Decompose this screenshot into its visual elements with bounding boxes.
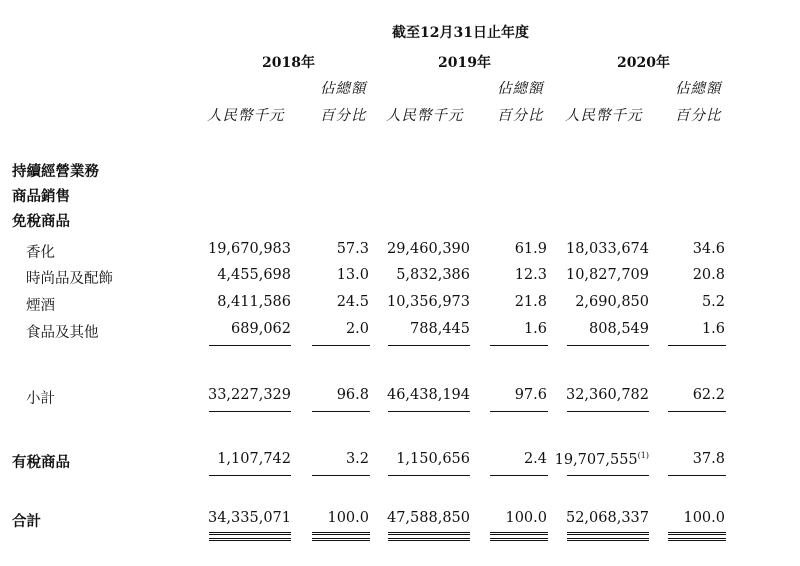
- cell-2019-amount: 29,460,390: [386, 241, 470, 257]
- row-label: 煙酒: [26, 298, 55, 314]
- pct-heading-2020-line1: 佔總額: [675, 81, 722, 97]
- cell-2018-pct: 57.3: [336, 241, 369, 257]
- cell-2020-amount: 18,033,674: [565, 241, 649, 257]
- cell-2019-pct: 61.9: [514, 241, 547, 257]
- year-2019-heading: 2019年: [438, 55, 491, 71]
- section-merchandise-sales: 商品銷售: [12, 188, 70, 205]
- double-rule-2019-amount-b: [388, 538, 470, 541]
- cell-2019-pct: 12.3: [514, 267, 547, 283]
- duty-paid-2018-amount: 1,107,742: [217, 451, 291, 467]
- cell-2020-amount: 808,549: [589, 321, 649, 337]
- cell-2020-amount: 10,827,709: [565, 267, 649, 283]
- cell-2019-amount: 10,356,973: [386, 294, 470, 310]
- rule-2018-pct: [312, 411, 370, 412]
- double-rule-2018-amount: [209, 532, 291, 535]
- subtotal-2020-amount: 32,360,782: [565, 387, 649, 403]
- cell-2018-amount: 19,670,983: [207, 241, 291, 257]
- duty-paid-2020-pct: 37.8: [692, 451, 725, 467]
- duty-paid-2019-amount: 1,150,656: [396, 451, 470, 467]
- cell-2018-amount: 8,411,586: [217, 294, 291, 310]
- total-2019-pct: 100.0: [505, 510, 547, 526]
- double-rule-2020-pct-b: [668, 538, 726, 541]
- cell-2018-pct: 13.0: [336, 267, 369, 283]
- cell-2019-pct: 1.6: [523, 321, 547, 337]
- subtotal-2018-pct: 96.8: [336, 387, 369, 403]
- row-label: 食品及其他: [26, 325, 99, 341]
- cell-2019-amount: 5,832,386: [396, 267, 470, 283]
- cell-2018-pct: 2.0: [345, 321, 369, 337]
- double-rule-2019-amount: [388, 532, 470, 535]
- double-rule-2018-amount-b: [209, 538, 291, 541]
- pct-heading-2019-line2: 百分比: [497, 108, 544, 124]
- pct-heading-2018-line1: 佔總額: [320, 81, 367, 97]
- year-2020-heading: 2020年: [617, 55, 670, 71]
- total-2018-pct: 100.0: [327, 510, 369, 526]
- cell-2020-pct: 5.2: [701, 294, 725, 310]
- total-2020-pct: 100.0: [683, 510, 725, 526]
- period-heading: 截至12月31日止年度: [392, 25, 529, 41]
- amount-heading-2020: 人民幣千元: [565, 108, 643, 124]
- double-rule-2018-pct: [312, 532, 370, 535]
- double-rule-2019-pct: [490, 532, 548, 535]
- total-2018-amount: 34,335,071: [207, 510, 291, 526]
- cell-2020-pct: 34.6: [692, 241, 725, 257]
- subtotal-2018-amount: 33,227,329: [207, 387, 291, 403]
- rule-2018-pct: [312, 345, 370, 346]
- double-rule-2018-pct-b: [312, 538, 370, 541]
- rule-2020-pct: [668, 345, 726, 346]
- pct-heading-2020-line2: 百分比: [675, 108, 722, 124]
- row-label: 香化: [26, 245, 55, 261]
- total-2020-amount: 52,068,337: [565, 510, 649, 526]
- year-2018-heading: 2018年: [262, 55, 315, 71]
- amount-heading-2018: 人民幣千元: [207, 108, 285, 124]
- amount-heading-2019: 人民幣千元: [386, 108, 464, 124]
- double-rule-2020-pct: [668, 532, 726, 535]
- cell-2020-pct: 1.6: [701, 321, 725, 337]
- section-continuing-operations: 持續經營業務: [12, 163, 99, 180]
- pct-heading-2019-line1: 佔總額: [497, 81, 544, 97]
- footnote-marker: (1): [637, 451, 649, 460]
- subtotal-2020-pct: 62.2: [692, 387, 725, 403]
- rule-2018-pct: [312, 475, 370, 476]
- cell-2018-amount: 689,062: [231, 321, 291, 337]
- rule-2019-amount: [388, 345, 470, 346]
- rule-2019-pct: [490, 345, 548, 346]
- cell-2020-amount: 2,690,850: [575, 294, 649, 310]
- rule-2020-amount: [567, 345, 649, 346]
- rule-2020-pct: [668, 411, 726, 412]
- rule-2020-amount: [567, 411, 649, 412]
- rule-2018-amount: [209, 475, 291, 476]
- rule-2018-amount: [209, 345, 291, 346]
- rule-2019-amount: [388, 411, 470, 412]
- total-2019-amount: 47,588,850: [386, 510, 470, 526]
- rule-2019-amount: [388, 475, 470, 476]
- rule-2018-amount: [209, 411, 291, 412]
- rule-2019-pct: [490, 475, 548, 476]
- double-rule-2020-amount-b: [567, 538, 649, 541]
- cell-2019-amount: 788,445: [410, 321, 470, 337]
- double-rule-2019-pct-b: [490, 538, 548, 541]
- pct-heading-2018-line2: 百分比: [320, 108, 367, 124]
- duty-paid-2018-pct: 3.2: [345, 451, 369, 467]
- subtotal-2019-pct: 97.6: [514, 387, 547, 403]
- rule-2020-amount: [567, 475, 649, 476]
- rule-2020-pct: [668, 475, 726, 476]
- cell-2018-amount: 4,455,698: [217, 267, 291, 283]
- rule-2019-pct: [490, 411, 548, 412]
- cell-2020-pct: 20.8: [692, 267, 725, 283]
- section-duty-free: 免稅商品: [12, 213, 70, 230]
- duty-paid-2020-value: 19,707,555: [554, 452, 638, 468]
- cell-2018-pct: 24.5: [336, 294, 369, 310]
- duty-paid-label: 有稅商品: [12, 454, 70, 471]
- cell-2019-pct: 21.8: [514, 294, 547, 310]
- duty-paid-2019-pct: 2.4: [523, 451, 547, 467]
- subtotal-label: 小計: [26, 391, 55, 407]
- total-label: 合計: [12, 513, 41, 530]
- row-label: 時尚品及配飾: [26, 271, 113, 287]
- duty-paid-2020-amount: [555, 451, 649, 468]
- double-rule-2020-amount: [567, 532, 649, 535]
- subtotal-2019-amount: 46,438,194: [386, 387, 470, 403]
